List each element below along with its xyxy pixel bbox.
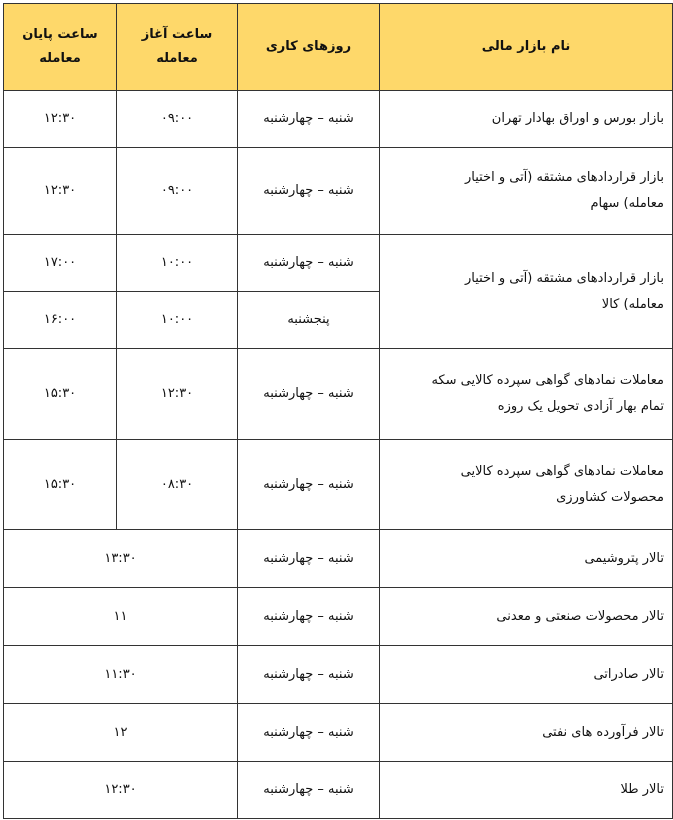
working-days-cell: شنبه – چهارشنبه [238,762,380,819]
header-market-name: نام بازار مالی [380,4,673,91]
end-time-cell: ۱۶:۰۰ [4,292,117,349]
market-name: تالار پتروشیمی [584,550,664,566]
market-name-line: تمام بهار آزادی تحویل یک روزه [497,399,664,414]
working-days-cell: شنبه – چهارشنبه [238,440,380,530]
table-row [4,91,673,148]
working-days-cell: شنبه – چهارشنبه [238,91,380,148]
working-days-cell: شنبه – چهارشنبه [238,349,380,440]
header-start-line2: معامله [156,51,198,66]
table-row [4,588,673,646]
header-end-time [4,4,117,91]
market-name-cell [380,148,673,235]
trading-time-cell: ۱۲ [4,704,238,762]
header-start-time [117,4,238,91]
working-days-cell: شنبه – چهارشنبه [238,530,380,588]
table-row [4,530,673,588]
market-name-cell [380,235,673,349]
market-name-cell [380,91,673,148]
market-name-line: معاملات نمادهای گواهی سپرده کالایی سکه [431,373,664,388]
header-end-line1: ساعت پایان [22,27,98,42]
working-days-cell: شنبه – چهارشنبه [238,235,380,292]
market-name-cell [380,349,673,440]
market-name-cell [380,588,673,646]
start-time-cell: ۱۲:۳۰ [117,349,238,440]
market-name-cell [380,762,673,819]
market-name-cell [380,704,673,762]
table-row [4,235,673,292]
table-row [4,349,673,440]
table-header-row [4,4,673,91]
table-row [4,148,673,235]
market-name-line: محصولات کشاورزی [556,489,664,505]
end-time-cell: ۱۲:۳۰ [4,148,117,235]
header-start-line1: ساعت آغاز [141,27,213,42]
trading-time-cell: ۱۲:۳۰ [4,762,238,819]
market-name-line: معامله) کالا [601,296,664,312]
market-name: تالار صادراتی [593,666,664,682]
trading-hours-table [3,3,673,819]
working-days-cell: شنبه – چهارشنبه [238,588,380,646]
start-time-cell: ۰۹:۰۰ [117,91,238,148]
market-name-cell [380,440,673,530]
header-end-line2: معامله [39,51,81,66]
market-name-line: بازار قراردادهای مشتقه (آتی و اختیار [464,270,664,286]
market-name: تالار طلا [620,782,664,797]
working-days-cell: پنجشنبه [238,292,380,349]
trading-time-cell: ۱۱:۳۰ [4,646,238,704]
market-name: بازار بورس و اوراق بهادار تهران [491,111,664,126]
start-time-cell: ۱۰:۰۰ [117,235,238,292]
market-name-line: معامله) سهام [590,196,664,211]
start-time-cell: ۰۹:۰۰ [117,148,238,235]
start-time-cell: ۰۸:۳۰ [117,440,238,530]
table-row [4,762,673,819]
market-name-cell [380,530,673,588]
market-name: تالار محصولات صنعتی و معدنی [496,608,664,624]
header-working-days: روزهای کاری [238,4,380,91]
table-row [4,440,673,530]
end-time-cell: ۱۲:۳۰ [4,91,117,148]
working-days-cell: شنبه – چهارشنبه [238,704,380,762]
working-days-cell: شنبه – چهارشنبه [238,148,380,235]
market-name-line: معاملات نمادهای گواهی سپرده کالایی [460,463,664,479]
table-row [4,646,673,704]
end-time-cell: ۱۵:۳۰ [4,440,117,530]
trading-time-cell: ۱۱ [4,588,238,646]
working-days-cell: شنبه – چهارشنبه [238,646,380,704]
trading-time-cell: ۱۳:۳۰ [4,530,238,588]
table-row [4,704,673,762]
end-time-cell: ۱۵:۳۰ [4,349,117,440]
market-name: تالار فرآورده های نفتی [542,724,664,740]
market-name-line: بازار قراردادهای مشتقه (آتی و اختیار [464,170,664,185]
market-name-cell [380,646,673,704]
end-time-cell: ۱۷:۰۰ [4,235,117,292]
start-time-cell: ۱۰:۰۰ [117,292,238,349]
